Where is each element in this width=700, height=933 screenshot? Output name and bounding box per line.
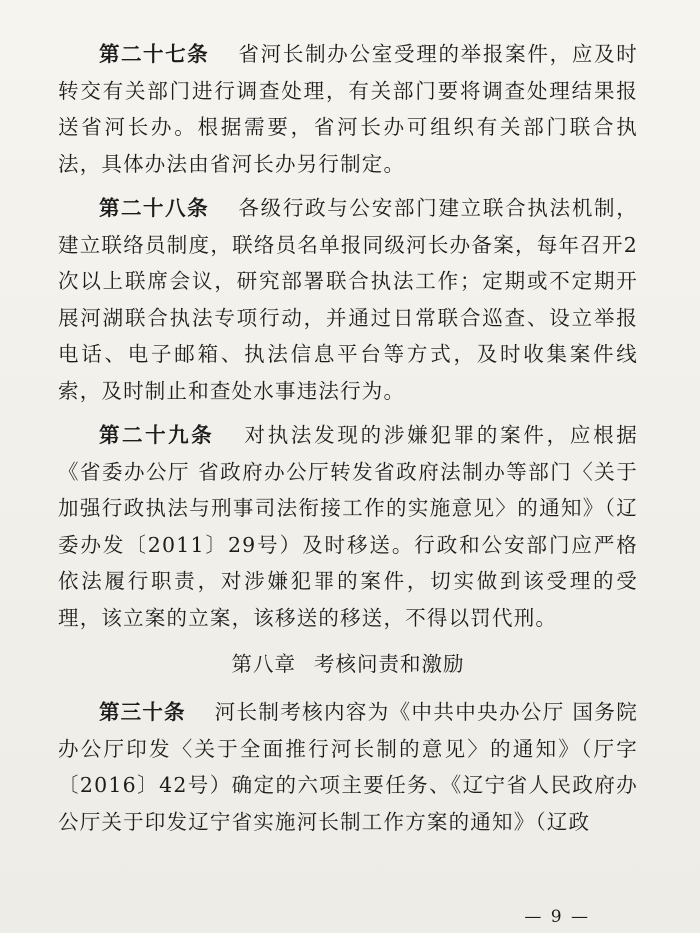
chapter-title: 考核问责和激励: [314, 652, 465, 676]
article-28-heading: 第二十八条: [99, 196, 210, 220]
article-29-text: 对执法发现的涉嫌犯罪的案件，应根据《省委办公厅 省政府办公厅转发省政府法制办等部门〈关于加强行政执法与刑事司法衔接工作的实施意见〉的通知》（辽委办发〔2011〕29号）及时移送。行政和公安部门应严格依法履行职责，对涉嫌犯罪的案件，切实做到该受理的受理，该立案的立案，该移送的移送，不得以罚代刑。: [58, 423, 639, 630]
article-30-text: 河长制考核内容为《中共中央办公厅 国务院办公厅印发〈关于全面推行河长制的意见〉的通知》（厅字〔2016〕42号）确定的六项主要任务、《辽宁省人民政府办公厅关于印发辽宁省实施河长制工作方案的通知》（辽政: [58, 700, 639, 834]
article-27-paragraph: [58, 36, 638, 182]
chapter-heading: [58, 646, 638, 682]
article-27-text: 省河长制办公室受理的举报案件，应及时转交有关部门进行调查处理，有关部门要将调查处理结果报送省河长办。根据需要，省河长办可组织有关部门联合执法，具体办法由省河长办另行制定。: [58, 42, 638, 176]
page-number: — 9 —: [524, 907, 590, 927]
article-29-paragraph: [58, 417, 638, 636]
chapter-number: 第八章: [231, 652, 296, 676]
article-30-heading: 第三十条: [99, 700, 186, 724]
article-28-text: 各级行政与公安部门建立联合执法机制，建立联络员制度，联络员名单报同级河长办备案，每年召开2次以上联席会议，研究部署联合执法工作；定期或不定期开展河湖联合执法专项行动，并通过日常联合巡查、设立举报电话、电子邮箱、执法信息平台等方式，及时收集案件线索，及时制止和查处水事违法行为。: [58, 196, 638, 403]
article-29-heading: 第二十九条: [99, 423, 215, 447]
article-30-paragraph: [58, 694, 638, 840]
article-27-heading: 第二十七条: [99, 42, 210, 66]
article-28-paragraph: [58, 190, 638, 409]
